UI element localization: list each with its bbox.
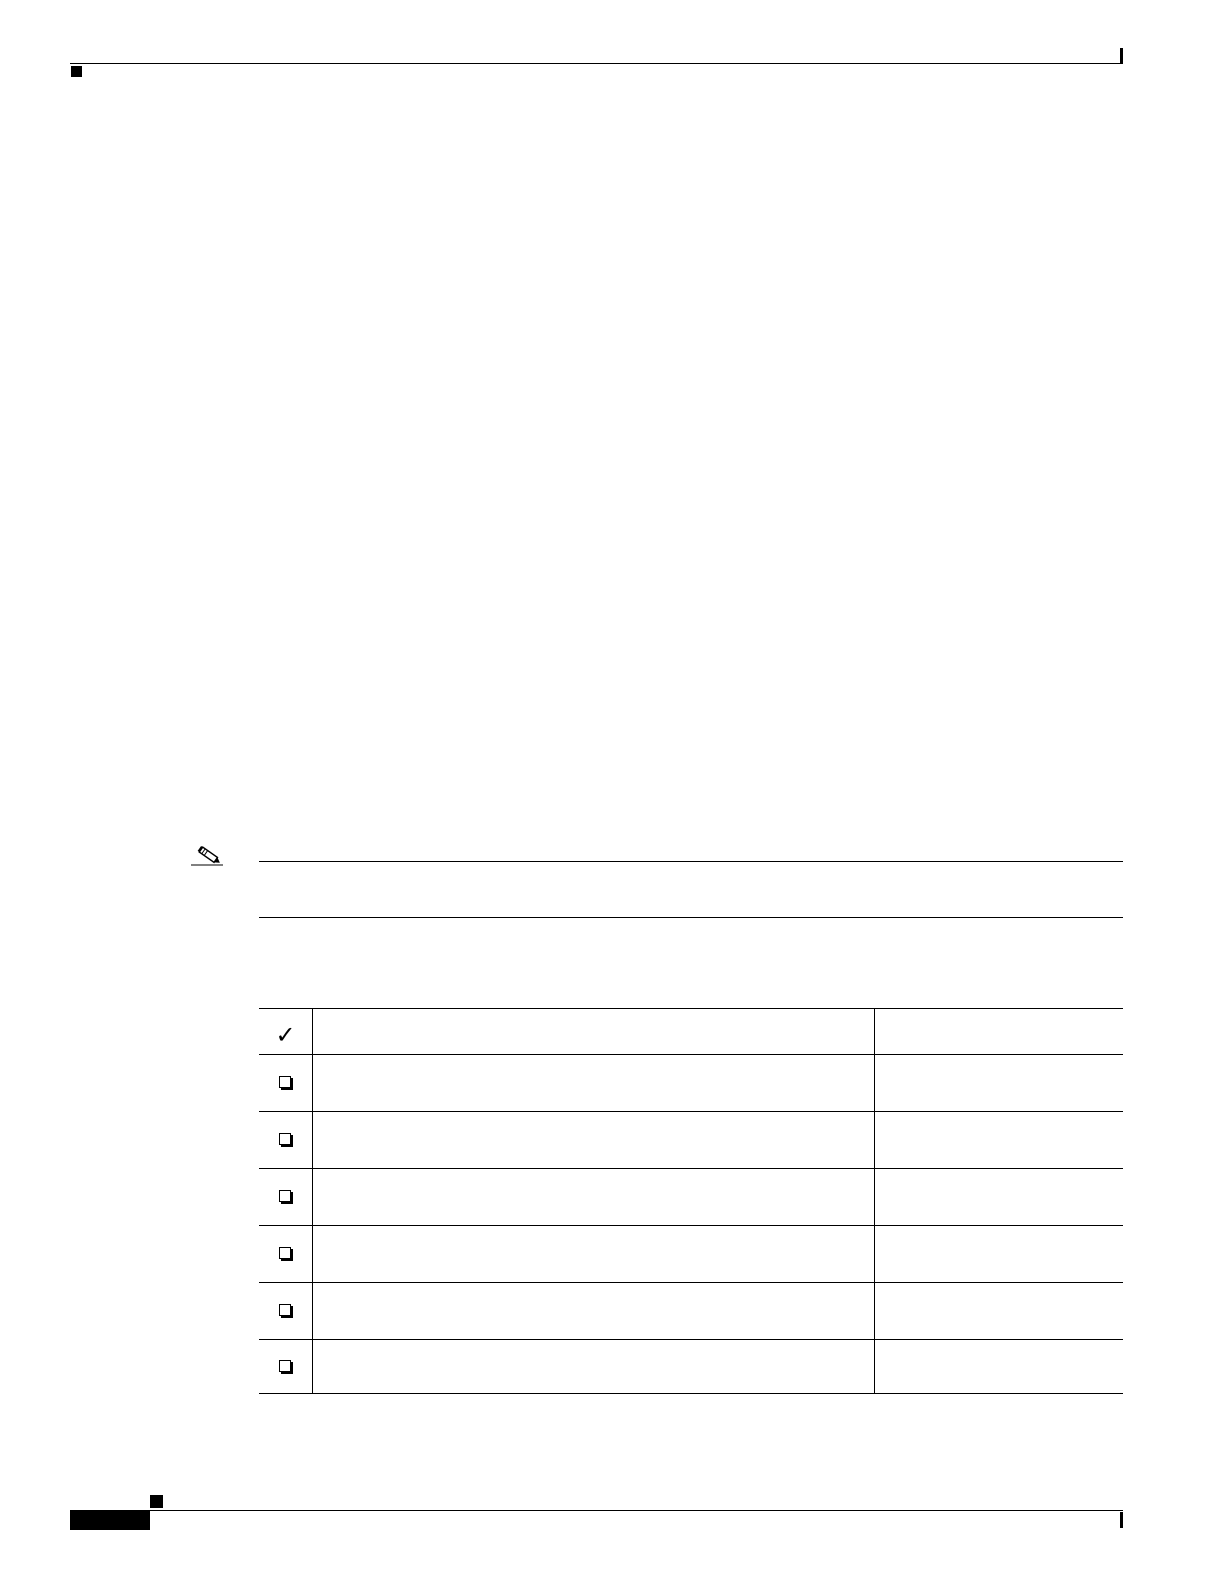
header-tick xyxy=(1120,48,1123,64)
checklist-row-check-cell[interactable] xyxy=(259,1169,313,1225)
checklist-row xyxy=(259,1339,1123,1393)
checklist-table xyxy=(259,1008,1123,1394)
checklist-header-row xyxy=(259,1009,1123,1054)
note-top-rule xyxy=(259,861,1123,862)
checklist-row-reference xyxy=(875,1340,1123,1393)
checklist-row-reference xyxy=(875,1112,1123,1168)
footer-tick xyxy=(1120,1512,1123,1528)
checklist-header-task xyxy=(313,1009,875,1054)
checkbox-icon[interactable] xyxy=(279,1076,293,1090)
checklist-row xyxy=(259,1111,1123,1168)
checklist-header-check-cell xyxy=(259,1009,313,1054)
checklist-row-check-cell[interactable] xyxy=(259,1340,313,1393)
checklist-row-check-cell[interactable] xyxy=(259,1112,313,1168)
checklist-row-reference xyxy=(875,1283,1123,1339)
footer-rule xyxy=(70,1510,1123,1511)
checklist-row-check-cell[interactable] xyxy=(259,1226,313,1282)
checklist-row-task xyxy=(313,1112,875,1168)
checklist-row-task xyxy=(313,1283,875,1339)
checklist-row-check-cell[interactable] xyxy=(259,1055,313,1111)
checklist-row xyxy=(259,1282,1123,1339)
checkbox-icon[interactable] xyxy=(279,1247,293,1261)
checklist-row xyxy=(259,1054,1123,1111)
pencil-note-icon xyxy=(191,844,223,866)
header-rule xyxy=(70,63,1123,64)
page-number xyxy=(70,1513,76,1527)
footer-page-tab xyxy=(70,1510,150,1530)
checkbox-icon[interactable] xyxy=(279,1190,293,1204)
note-bottom-rule xyxy=(259,917,1123,918)
checkbox-icon[interactable] xyxy=(279,1133,293,1147)
checklist-row xyxy=(259,1225,1123,1282)
checklist-row-reference xyxy=(875,1055,1123,1111)
checklist-row-reference xyxy=(875,1226,1123,1282)
checklist-row-reference xyxy=(875,1169,1123,1225)
checklist-row xyxy=(259,1168,1123,1225)
checklist-row-task xyxy=(313,1055,875,1111)
checkbox-icon[interactable] xyxy=(279,1360,293,1374)
header-marker xyxy=(71,66,82,77)
footer-marker xyxy=(150,1495,163,1508)
checkmark-icon: ✓ xyxy=(275,1020,296,1049)
checklist-row-task xyxy=(313,1226,875,1282)
checkbox-icon[interactable] xyxy=(279,1304,293,1318)
checklist-row-task xyxy=(313,1169,875,1225)
checklist-row-task xyxy=(313,1340,875,1393)
checklist-row-check-cell[interactable] xyxy=(259,1283,313,1339)
note-text xyxy=(259,872,1123,912)
checklist-header-reference xyxy=(875,1009,1123,1054)
